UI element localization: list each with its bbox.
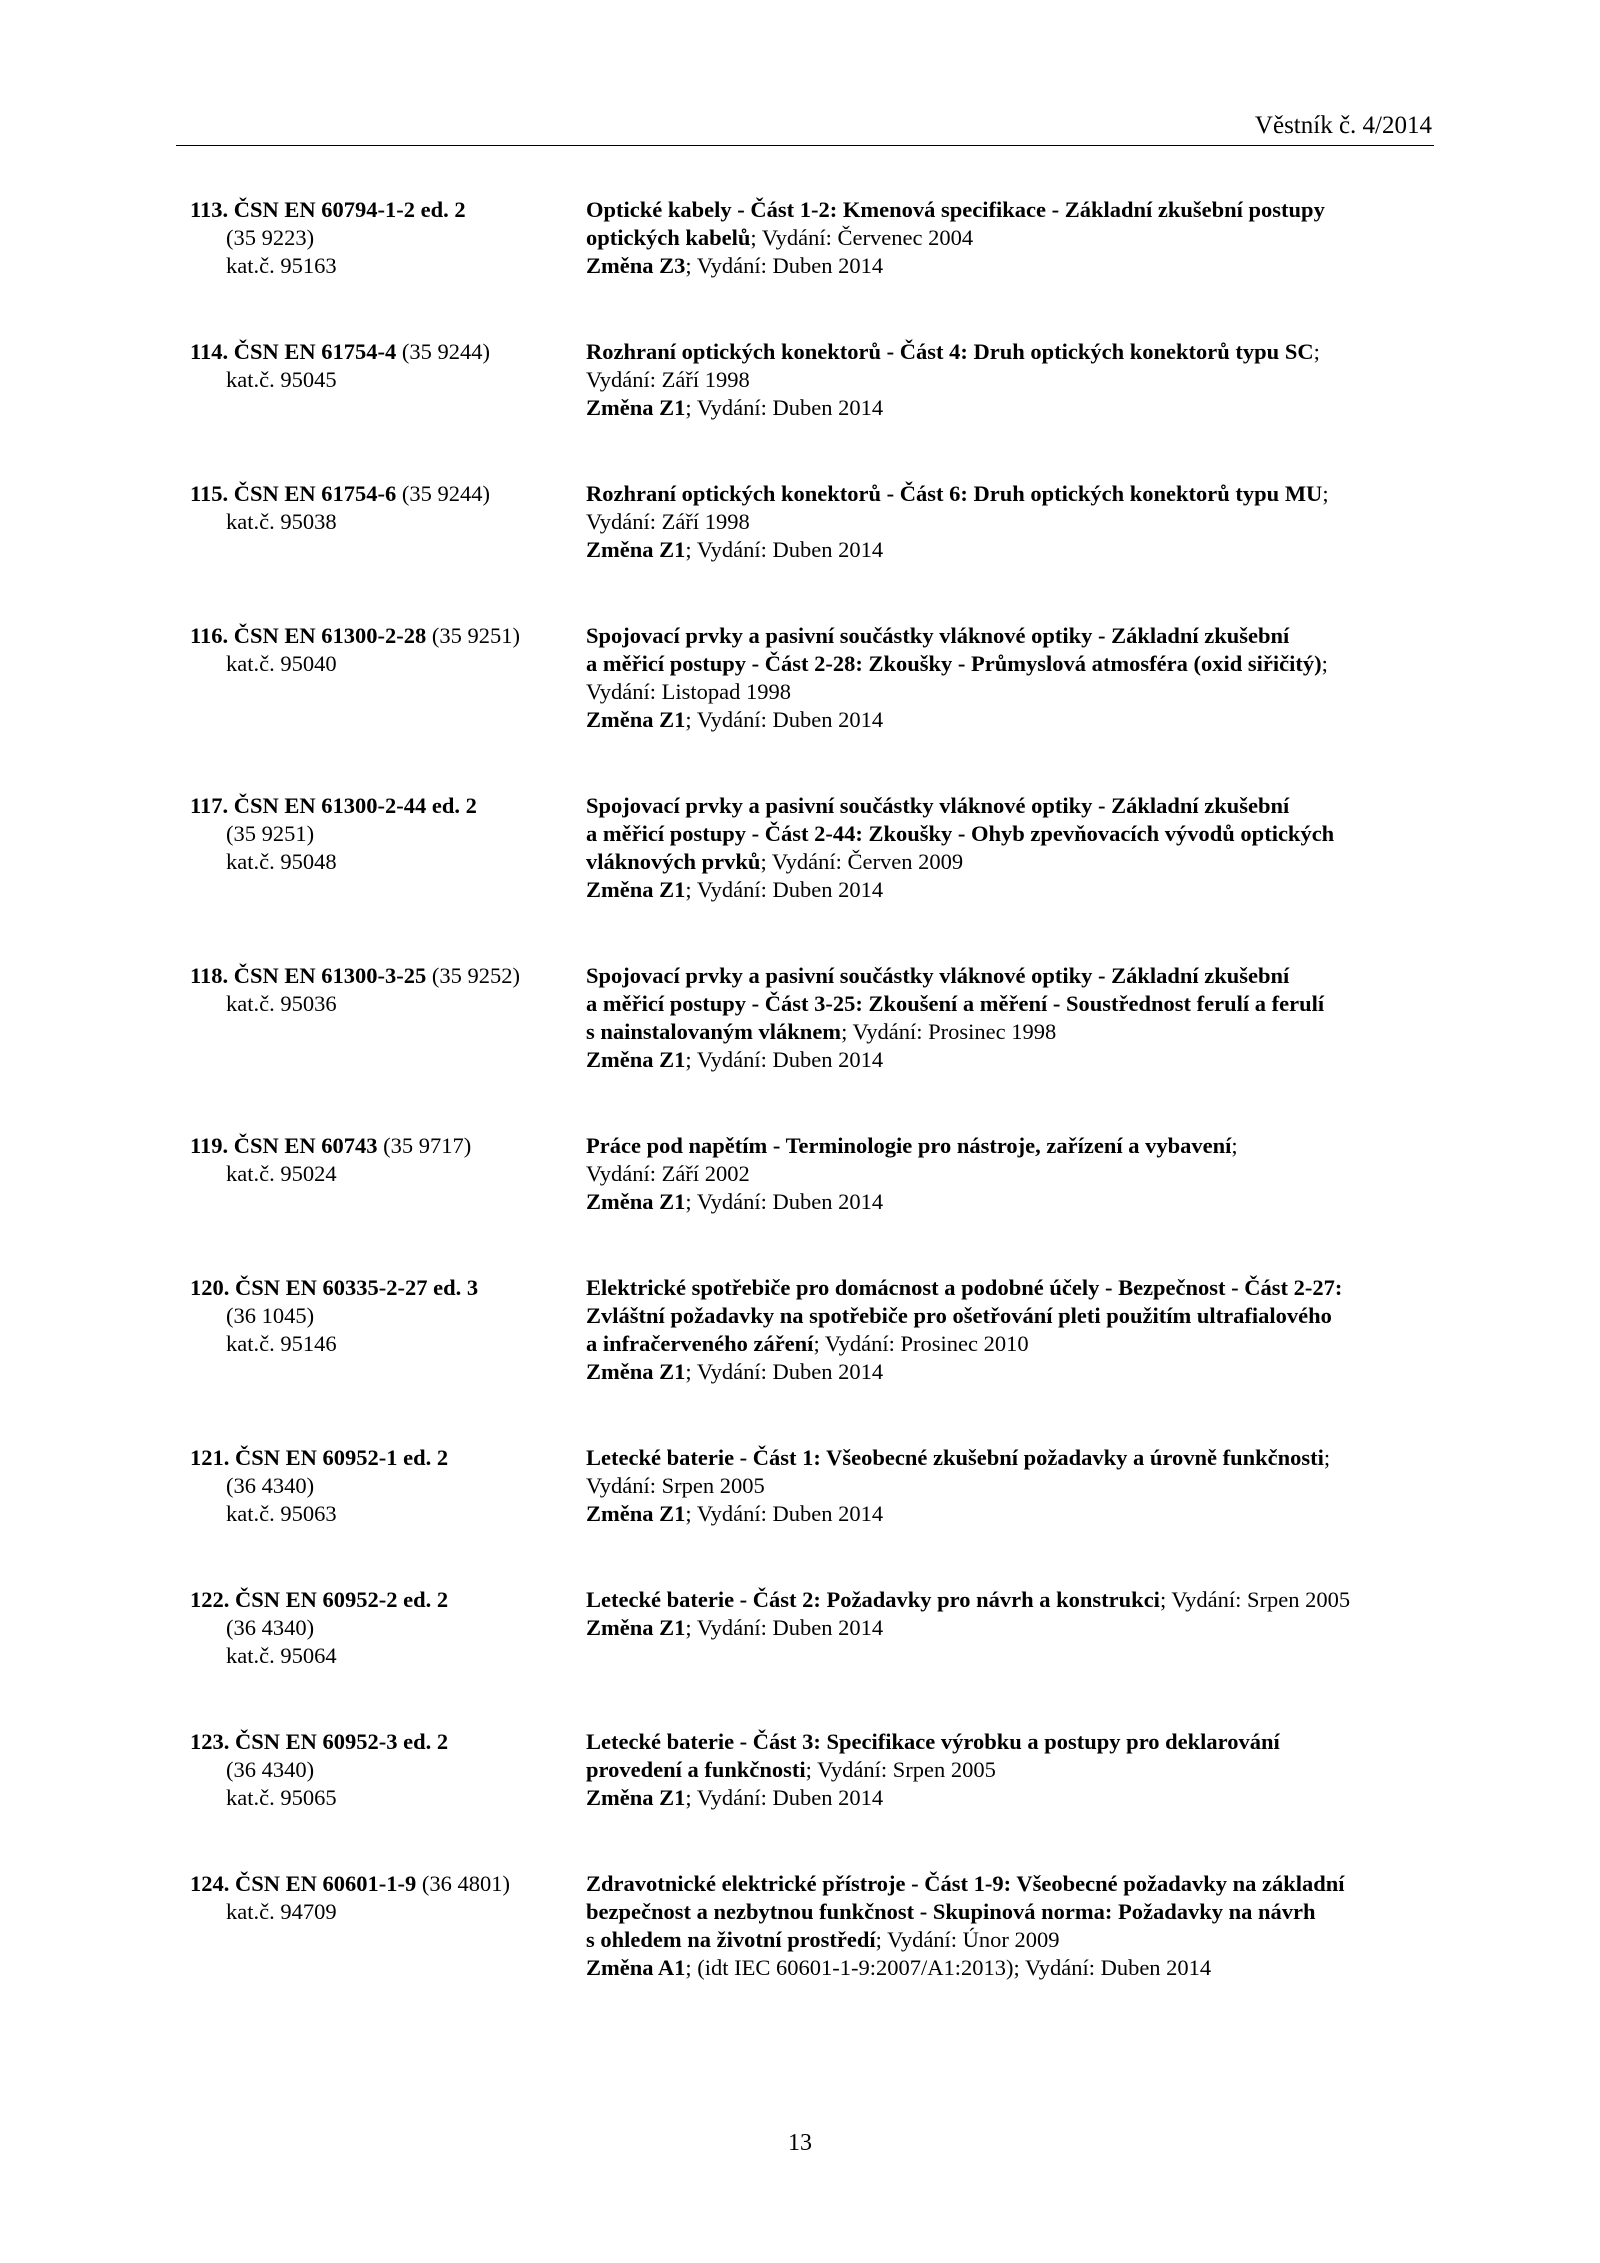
entry-number: 118. [190,963,229,988]
standard-title-line: a měřicí postupy - Část 2-28: Zkoušky - Průmyslová atmosféra (oxid siřičitý) [586,651,1322,676]
standard-description: Letecké baterie - Část 1: Všeobecné zkušební požadavky a úrovně funkčnosti; Vydání: Srpen 2005 Změna Z1; Vydání: Duben 2014 [586,1444,1430,1528]
standard-entry-117 [190,792,1430,904]
standard-title-line: s nainstalovaným vláknem [586,1019,842,1044]
entry-number: 122. [190,1587,230,1612]
entry-number: 114. [190,339,229,364]
entry-number: 119. [190,1133,229,1158]
standard-title-line: Spojovací prvky a pasivní součástky vláknové optiky - Základní zkušební [586,623,1290,648]
standard-identifiers [190,622,586,734]
entry-number: 120. [190,1275,230,1300]
standard-identifiers [190,1728,586,1812]
change-label: Změna Z1 [586,395,686,420]
standard-identifiers [190,1274,586,1386]
classification-number: (35 9223) [226,225,315,250]
standard-code: ČSN EN 60952-1 ed. 2 [235,1445,449,1470]
classification-number: (36 4340) [226,1473,315,1498]
issue-date: ; Vydání: Červen 2009 [760,849,964,874]
standard-title-line: optických kabelů [586,225,751,250]
change-label: Změna Z1 [586,877,686,902]
change-issue-date: ; Vydání: Duben 2014 [685,537,884,562]
standard-title-line: Letecké baterie - Část 2: Požadavky pro návrh a konstrukci [586,1587,1160,1612]
standard-entry-115 [190,480,1430,564]
standard-code: ČSN EN 61300-2-28 [233,623,427,648]
standard-code: ČSN EN 61754-4 [233,339,397,364]
catalog-number: kat.č. 95063 [226,1501,337,1526]
classification-number: (36 1045) [226,1303,315,1328]
issue-date: Vydání: Listopad 1998 [586,679,791,704]
standard-description: Rozhraní optických konektorů - Část 6: Druh optických konektorů typu MU; Vydání: Září 1998 Změna Z1; Vydání: Duben 2014 [586,480,1430,564]
standard-identifiers [190,962,586,1074]
change-issue-date: ; Vydání: Duben 2014 [685,1501,884,1526]
classification-number: (35 9251) [226,821,315,846]
standard-entry-114 [190,338,1430,422]
standards-list [190,196,1430,2040]
standard-entry-122 [190,1586,1430,1670]
standard-entry-116 [190,622,1430,734]
standard-description [586,962,1430,1074]
issue-date: Vydání: Září 1998 [586,509,750,534]
standard-description [586,792,1430,904]
issue-date: ; Vydání: Srpen 2005 [1159,1587,1351,1612]
standard-title-line: Elektrické spotřebiče pro domácnost a podobné účely - Bezpečnost - Část 2-27: [586,1275,1343,1300]
entry-number: 113. [190,197,229,222]
standard-identifiers [190,1132,586,1216]
change-issue-date: ; Vydání: Duben 2014 [685,1615,884,1640]
standard-code: ČSN EN 60794-1-2 ed. 2 [233,197,466,222]
change-issue-date: ; Vydání: Duben 2014 [685,395,884,420]
header-rule [176,145,1434,146]
standard-description: Spojovací prvky a pasivní součástky vláknové optiky - Základní zkušební a měřicí postupy - Část 2-28: Zkoušky - Průmyslová atmosféra (oxid siřičitý); Vydání: Listopad 1998 Změna Z1; Vydání: Duben 2014 [586,622,1430,734]
standard-title-line: a měřicí postupy - Část 2-44: Zkoušky - Ohyb zpevňovacích vývodů optických [586,821,1335,846]
classification-number: (35 9717) [383,1133,472,1158]
classification-number: (36 4340) [226,1757,315,1782]
change-label: Změna Z1 [586,1047,686,1072]
standard-code: ČSN EN 60743 [233,1133,378,1158]
classification-number: (35 9252) [431,963,521,988]
change-label: Změna A1 [586,1955,686,1980]
change-label: Změna Z1 [586,1189,686,1214]
entry-number: 121. [190,1445,230,1470]
standard-code: ČSN EN 60335-2-27 ed. 3 [235,1275,479,1300]
issue-date: Vydání: Září 1998 [586,367,750,392]
standard-entry-113 [190,196,1430,280]
classification-number: (35 9251) [431,623,521,648]
standard-title-line: Spojovací prvky a pasivní součástky vláknové optiky - Základní zkušební [586,963,1290,988]
issue-date: Vydání: Srpen 2005 [586,1473,765,1498]
standard-title-line: Optické kabely - Část 1-2: Kmenová specifikace - Základní zkušební postupy [586,197,1325,222]
standard-entry-123 [190,1728,1430,1812]
standard-entry-119 [190,1132,1430,1216]
standard-title-line: Rozhraní optických konektorů - Část 4: Druh optických konektorů typu SC [586,339,1314,364]
standard-description [586,1586,1430,1670]
catalog-number: kat.č. 95065 [226,1785,337,1810]
standard-title-line: Rozhraní optických konektorů - Část 6: Druh optických konektorů typu MU [586,481,1323,506]
entry-number: 123. [190,1729,230,1754]
standard-entry-121 [190,1444,1430,1528]
catalog-number: kat.č. 95038 [226,509,337,534]
classification-number: (35 9244) [401,481,491,506]
change-label: Změna Z3 [586,253,686,278]
standard-title-line: provedení a funkčnosti [586,1757,806,1782]
catalog-number: kat.č. 95146 [226,1331,337,1356]
catalog-number: kat.č. 95045 [226,367,337,392]
change-issue-date: ; (idt IEC 60601-1-9:2007/A1:2013); Vydání: Duben 2014 [685,1955,1212,1980]
standard-description: Práce pod napětím - Terminologie pro nástroje, zařízení a vybavení; Vydání: Září 2002 Změna Z1; Vydání: Duben 2014 [586,1132,1430,1216]
change-issue-date: ; Vydání: Duben 2014 [685,1047,884,1072]
bulletin-header: Věstník č. 4/2014 [1254,112,1432,139]
catalog-number: kat.č. 95048 [226,849,337,874]
catalog-number: kat.č. 95064 [226,1643,337,1668]
standard-title-line: Letecké baterie - Část 1: Všeobecné zkušební požadavky a úrovně funkčnosti [586,1445,1324,1470]
standard-title-line: a měřicí postupy - Část 3-25: Zkoušení a měření - Soustřednost ferulí a ferulí [586,991,1325,1016]
catalog-number: kat.č. 95024 [226,1161,337,1186]
standard-title-line: Letecké baterie - Část 3: Specifikace výrobku a postupy pro deklarování [586,1729,1280,1754]
classification-number: (36 4801) [421,1871,511,1896]
change-label: Změna Z1 [586,1501,686,1526]
classification-number: (35 9244) [401,339,491,364]
issue-date: Vydání: Září 2002 [586,1161,750,1186]
standard-title-line: Zvláštní požadavky na spotřebiče pro ošetřování pleti použitím ultrafialového [586,1303,1332,1328]
change-issue-date: ; Vydání: Duben 2014 [685,1189,884,1214]
standard-title-line: Zdravotnické elektrické přístroje - Část 1-9: Všeobecné požadavky na základní [586,1871,1345,1896]
change-label: Změna Z1 [586,1615,686,1640]
change-issue-date: ; Vydání: Duben 2014 [685,1785,884,1810]
standard-description [586,1728,1430,1812]
entry-number: 117. [190,793,229,818]
standard-title-line: a infračerveného záření [586,1331,814,1356]
change-issue-date: ; Vydání: Duben 2014 [685,1359,884,1384]
standard-title-line: Spojovací prvky a pasivní součástky vláknové optiky - Základní zkušební [586,793,1290,818]
entry-number: 115. [190,481,229,506]
standard-description [586,1870,1430,1982]
catalog-number: kat.č. 94709 [226,1899,337,1924]
catalog-number: kat.č. 95040 [226,651,337,676]
change-label: Změna Z1 [586,707,686,732]
standard-code: ČSN EN 61300-2-44 ed. 2 [233,793,477,818]
page-number: 13 [788,2130,812,2156]
standard-description [586,1274,1430,1386]
issue-date: ; Vydání: Prosinec 2010 [813,1331,1029,1356]
standard-description [586,196,1430,280]
standard-entry-118 [190,962,1430,1074]
standard-entry-120 [190,1274,1430,1386]
change-issue-date: ; Vydání: Duben 2014 [685,877,884,902]
standard-code: ČSN EN 60952-3 ed. 2 [235,1729,449,1754]
standard-title-line: s ohledem na životní prostředí [586,1927,876,1952]
change-label: Změna Z1 [586,537,686,562]
standard-description: Rozhraní optických konektorů - Část 4: Druh optických konektorů typu SC; Vydání: Září 1998 Změna Z1; Vydání: Duben 2014 [586,338,1430,422]
entry-number: 124. [190,1871,230,1896]
standard-code: ČSN EN 61754-6 [233,481,397,506]
catalog-number: kat.č. 95036 [226,991,337,1016]
standard-identifiers [190,1870,586,1982]
standard-title-line: bezpečnost a nezbytnou funkčnost - Skupinová norma: Požadavky na návrh [586,1899,1316,1924]
standard-title-line: vláknových prvků [586,849,761,874]
issue-date: ; Vydání: Únor 2009 [875,1927,1060,1952]
issue-date: ; Vydání: Červenec 2004 [750,225,974,250]
standard-identifiers [190,196,586,280]
standard-entry-124 [190,1870,1430,1982]
catalog-number: kat.č. 95163 [226,253,337,278]
standard-code: ČSN EN 60601-1-9 [235,1871,417,1896]
standard-title-line: Práce pod napětím - Terminologie pro nástroje, zařízení a vybavení [586,1133,1232,1158]
standard-identifiers [190,338,586,422]
change-issue-date: ; Vydání: Duben 2014 [685,253,884,278]
standard-identifiers [190,1444,586,1528]
standard-code: ČSN EN 60952-2 ed. 2 [235,1587,449,1612]
change-label: Změna Z1 [586,1359,686,1384]
change-label: Změna Z1 [586,1785,686,1810]
classification-number: (36 4340) [226,1615,315,1640]
issue-date: ; Vydání: Prosinec 1998 [841,1019,1057,1044]
standard-identifiers [190,1586,586,1670]
standard-identifiers [190,480,586,564]
entry-number: 116. [190,623,229,648]
change-issue-date: ; Vydání: Duben 2014 [685,707,884,732]
standard-identifiers [190,792,586,904]
standard-code: ČSN EN 61300-3-25 [233,963,427,988]
issue-date: ; Vydání: Srpen 2005 [805,1757,996,1782]
